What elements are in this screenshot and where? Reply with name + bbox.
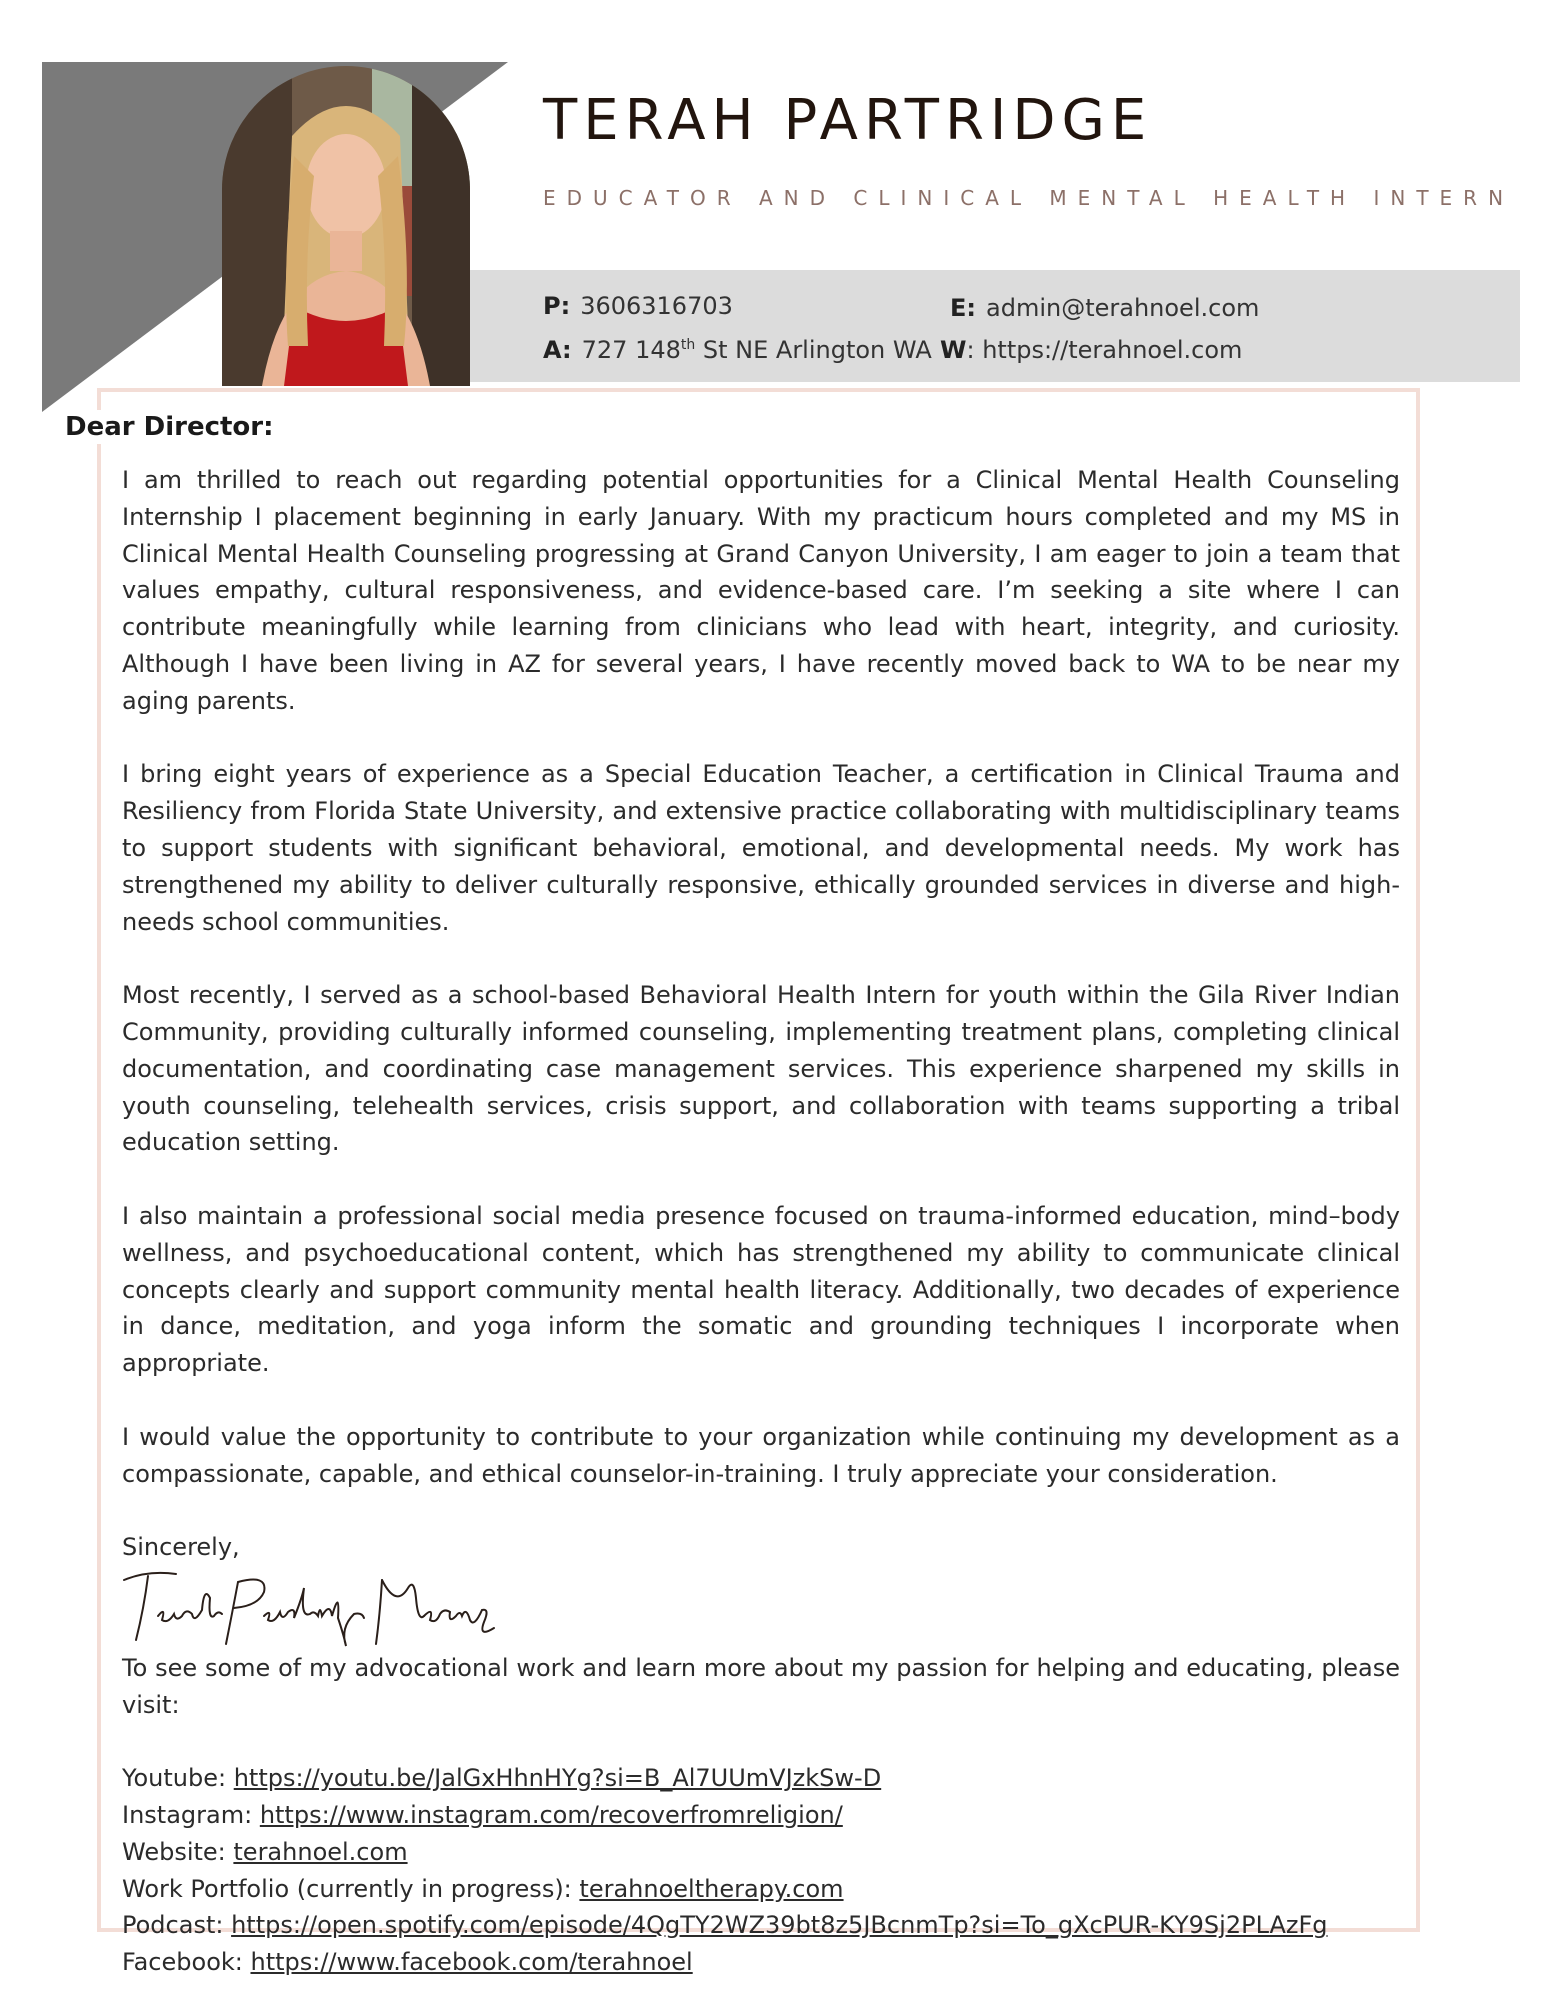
link-row-facebook — [122, 1944, 1400, 1981]
link-row-podcast — [122, 1907, 1400, 1944]
email-label: E: — [950, 294, 976, 322]
podcast-link[interactable]: https://open.spotify.com/episode/4QgTY2WZ39bt8z5JBcnmTp?si=To_gXcPUR-KY9Sj2PLAzFg — [231, 1911, 1328, 1940]
letter-paragraph: I would value the opportunity to contribute to your organization while continuing my development as a compassionate, capable, and ethical counselor-in-training. I truly appreciate your consideration. — [122, 1422, 1400, 1488]
contact-website — [940, 336, 1242, 364]
link-label: Youtube: — [122, 1764, 234, 1793]
address-label: A: — [543, 336, 572, 364]
address-suffix: th — [680, 337, 696, 353]
email-value[interactable]: admin@terahnoel.com — [986, 294, 1260, 322]
letter-paragraph: Most recently, I served as a school-based Behavioral Health Intern for youth within the Gila River Indian Community, providing culturally informed counseling, implementing treatment plans, completing clinical documentation, and coordinating case management services. This experience sharpened my skills in youth counseling, telehealth services, crisis support, and collaboration with teams supporting a tribal education setting. — [122, 981, 1400, 1157]
phone-value: 3606316703 — [580, 292, 733, 320]
letter-paragraph: I am thrilled to reach out regarding potential opportunities for a Clinical Mental Health Counseling Internship I placement beginning in early January. With my practicum hours completed and my MS in Clinical Mental Health Counseling progressing at Grand Canyon University, I am eager to join a team that values empathy, cultural responsiveness, and evidence-based care. I’m seeking a site where I can contribute meaningfully while learning from clinicians who lead with heart, integrity, and curiosity. Although I have been living in AZ for several years, I have recently moved back to WA to be near my aging parents. — [122, 466, 1400, 715]
letter-body — [122, 462, 1400, 1981]
contact-phone — [543, 292, 733, 320]
link-label: Facebook: — [122, 1948, 251, 1977]
website-value[interactable]: : https://terahnoel.com — [966, 336, 1243, 364]
link-label: Work Portfolio (currently in progress): — [122, 1874, 580, 1903]
contact-band — [470, 270, 1520, 382]
link-row-youtube — [122, 1760, 1400, 1797]
link-label: Instagram: — [122, 1801, 260, 1830]
links-list — [122, 1760, 1400, 1981]
letter-paragraph: I bring eight years of experience as a Special Education Teacher, a certification in Clinical Trauma and Resiliency from Florida State University, and extensive practice collaborating with multidisciplinary teams to support students with significant behavioral, emotional, and developmental needs. My work has strengthened my ability to deliver culturally responsive, ethically grounded services in diverse and high-needs school communities. — [122, 760, 1400, 936]
letter-closing: Sincerely, — [122, 1533, 240, 1562]
letter-greeting: Dear Director: — [65, 410, 278, 444]
links-intro: To see some of my advocational work and learn more about my passion for helping and educating, please visit: — [122, 1653, 1400, 1719]
letter-paragraph: I also maintain a professional social media presence focused on trauma-informed education, mind–body wellness, and psychoeducational content, which has strengthened my ability to communicate clinical concepts clearly and support community mental health literacy. Additionally, two decades of experience in dance, meditation, and yoga inform the somatic and grounding techniques I incorporate when appropriate. — [122, 1201, 1400, 1378]
link-row-website — [122, 1834, 1400, 1871]
profile-photo — [222, 66, 470, 386]
link-row-portfolio — [122, 1871, 1400, 1908]
link-label: Website: — [122, 1837, 234, 1866]
link-row-instagram — [122, 1797, 1400, 1834]
link-label: Podcast: — [122, 1911, 232, 1940]
facebook-link[interactable]: https://www.facebook.com/terahnoel — [250, 1948, 693, 1977]
youtube-link[interactable]: https://youtu.be/JalGxHhnHYg?si=B_Al7UUmVJzkSw-D — [233, 1764, 882, 1793]
instagram-link[interactable]: https://www.instagram.com/recoverfromreligion/ — [259, 1801, 843, 1830]
portfolio-link[interactable]: terahnoeltherapy.com — [579, 1874, 844, 1903]
website-label: W — [940, 336, 967, 364]
handwritten-signature — [118, 1558, 1400, 1650]
address-rest: St NE Arlington WA — [695, 336, 932, 364]
contact-email — [950, 294, 1259, 322]
contact-address — [543, 336, 932, 364]
website-link[interactable]: terahnoel.com — [233, 1837, 408, 1866]
candidate-title: EDUCATOR AND CLINICAL MENTAL HEALTH INTERN — [543, 186, 1515, 210]
candidate-name: TERAH PARTRIDGE — [543, 88, 1153, 153]
address-number: 727 148 — [581, 336, 681, 364]
phone-label: P: — [543, 292, 571, 320]
